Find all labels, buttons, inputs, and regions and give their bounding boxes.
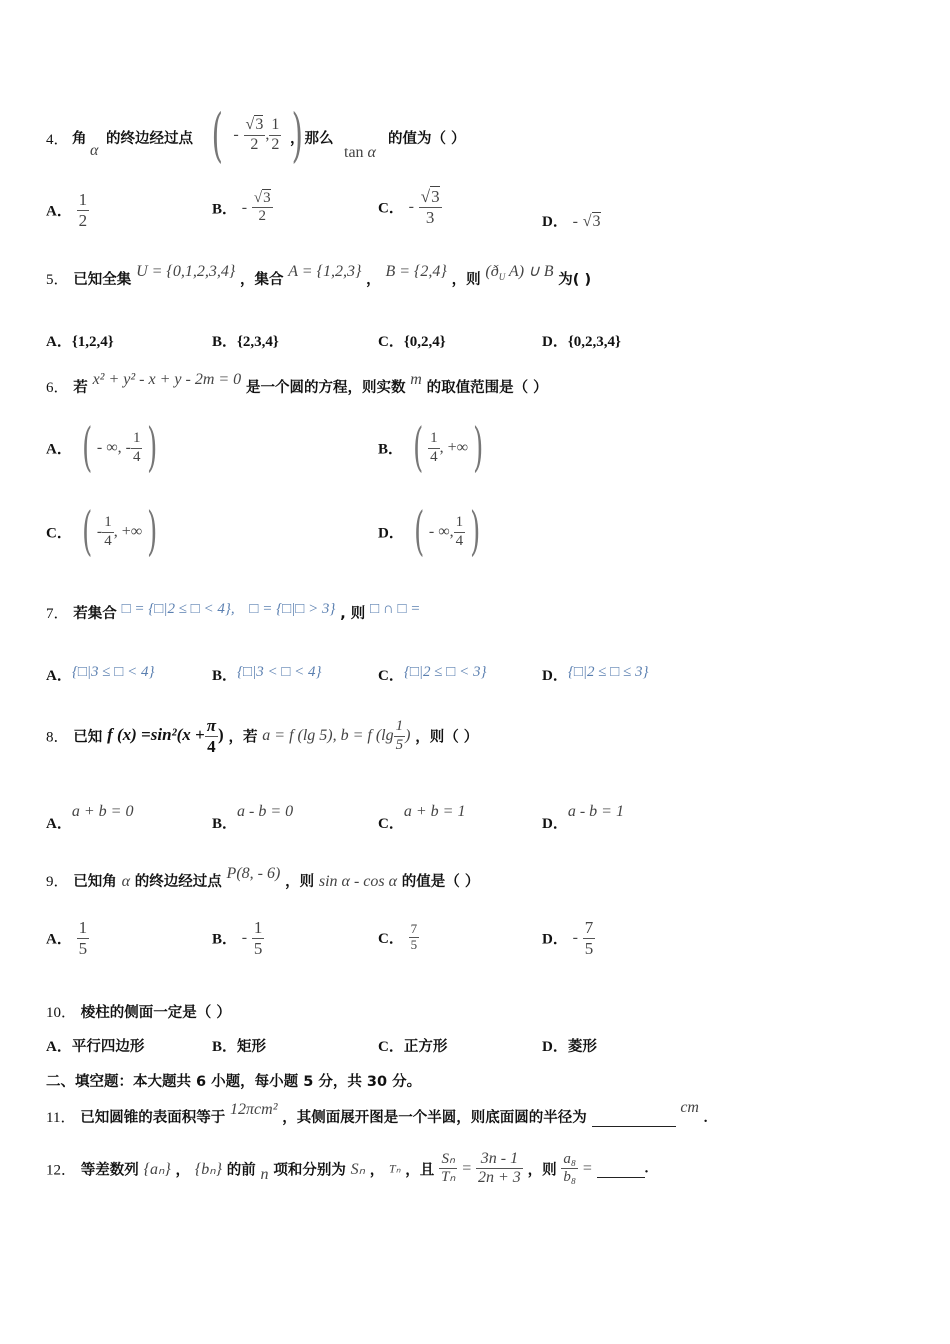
q10-option-d[interactable]: D．菱形 — [542, 1039, 597, 1055]
q4-tan: tan α — [344, 144, 376, 161]
q7-option-c[interactable]: C．{□|2 ≤ □ < 3} — [378, 664, 487, 684]
q9-point: P(8, - 6) — [226, 865, 281, 882]
q5-universal-set: U = {0,1,2,3,4} — [136, 263, 236, 280]
q12-seq-b: {bₙ} — [194, 1160, 222, 1178]
q6-equation: x² + y² - x + y - 2m = 0 — [92, 371, 242, 388]
q9-option-d[interactable]: D． - $\frac{7}{5}$ — [542, 918, 594, 958]
q5-stem: 5． 已知全集 U = {0,1,2,3,4} ，集合 A = {1,2,3} ， B = {2,4} ，则 ($ð_U$ A) ∪ B 为( ) — [46, 263, 592, 288]
q7-stem: 7． 若集合 □ = {□|2 ≤ □ < 4}, □ = {□|□ > 3} , 则 □ ∩ □ = — [46, 601, 421, 622]
q9-option-b[interactable]: B． - $\frac{1}{5}$ — [212, 918, 263, 958]
q7-option-b[interactable]: B．{□|3 < □ < 4} — [212, 664, 322, 684]
q9-alpha: α — [121, 873, 130, 890]
q8-function: f (x) =sin²(x + $\frac{\pi}{4}$ ) — [107, 716, 224, 756]
q4-option-b[interactable]: B． - $\frac{√3}{2}$ — [212, 190, 271, 225]
q8-stem: 8． 已知 f (x) =sin²(x + $\frac{\pi}{4}$ ) ，若 a = f (lg 5), b = f (lg $\frac{1}{5}$ ) ，则（ ） — [46, 716, 479, 756]
q4-text-2: 的终边经过点 — [106, 131, 193, 147]
q4-text-3: ，那么 — [290, 131, 334, 147]
q11-unit: cm — [680, 1099, 699, 1116]
q6-option-d[interactable]: D． ( - ∞, $\frac{1}{4}$ ) — [378, 502, 481, 562]
q4-text-1: 角 — [72, 131, 87, 147]
q5-expression: ($ð_U$ A) ∪ B — [485, 263, 554, 283]
q11-answer-blank[interactable] — [592, 1108, 676, 1127]
q12-ratio-st: $\frac{\text{Sₙ}}{\text{Tₙ}}$ — [441, 1151, 456, 1186]
q8-option-c[interactable]: C．a + b = 1 — [378, 803, 466, 832]
q12-answer-blank[interactable] — [597, 1159, 645, 1178]
q7-option-d[interactable]: D．{□|2 ≤ □ ≤ 3} — [542, 664, 649, 684]
q7-expression: □ ∩ □ = — [370, 601, 421, 617]
q6-stem: 6． 若 x² + y² - x + y - 2m = 0 是一个圆的方程，则实数 m 的取值范围是（ ） — [46, 371, 548, 396]
q9-option-c[interactable]: C． $\frac{7}{5}$ — [378, 921, 418, 952]
section-2-heading: 二、填空题：本大题共 6 小题，每小题 5 分，共 30 分。 — [46, 1074, 422, 1090]
q10-option-a[interactable]: A．平行四边形 — [46, 1039, 145, 1055]
q6-option-b[interactable]: B． ( $\frac{1}{4}$ , +∞) — [378, 418, 484, 478]
q4-number: 4． — [46, 132, 69, 148]
q5-set-a: A = {1,2,3} — [288, 263, 362, 280]
q4-option-c[interactable]: C． - $\frac{√3}{3}$ — [378, 187, 440, 227]
q9-expression: sin α - cos α — [318, 873, 397, 890]
q4-point: ( - $\frac{√3}{2}$ , $\frac{1}{2}$ ) — [211, 101, 304, 169]
q7-option-a[interactable]: A．{□|3 ≤ □ < 4} — [46, 664, 155, 684]
q8-option-a[interactable]: A．a + b = 0 — [46, 803, 134, 832]
q6-option-c[interactable]: C． ( - $\frac{1}{4}$ , +∞) — [46, 502, 158, 562]
q11-stem: 11． 已知圆锥的表面积等于 12πcm² ，其侧面展开图是一个半圆，则底面圆的半径为 cm . — [46, 1099, 708, 1126]
q4-option-a[interactable]: A． $\frac{1}{2}$ — [46, 190, 88, 230]
q8-values: a = f (lg 5), b = f (lg $\frac{1}{5}$ ) — [262, 718, 411, 753]
q6-option-a[interactable]: A． ( - ∞, - $\frac{1}{4}$ ) — [46, 418, 158, 478]
q9-stem: 9． 已知角 α 的终边经过点 P(8, - 6) ，则 sin α - cos α 的值是（ ） — [46, 865, 480, 890]
q10-option-c[interactable]: C．正方形 — [378, 1039, 448, 1055]
q5-option-d[interactable]: D．{0,2,3,4} — [542, 334, 621, 350]
q8-option-b[interactable]: B．a - b = 0 — [212, 803, 294, 832]
q12-seq-a: {aₙ} — [143, 1160, 171, 1178]
q11-area: 12πcm² — [230, 1101, 278, 1118]
q6-variable-m: m — [410, 371, 422, 388]
q5-option-a[interactable]: A．{1,2,4} — [46, 334, 114, 350]
q5-set-b: B = {2,4} — [385, 263, 447, 280]
q4-option-d[interactable]: D． - √3 — [542, 213, 601, 230]
q5-option-b[interactable]: B．{2,3,4} — [212, 334, 279, 350]
q5-option-c[interactable]: C．{0,2,4} — [378, 334, 446, 350]
q8-option-d[interactable]: D．a - b = 1 — [542, 803, 624, 832]
q9-option-a[interactable]: A． $\frac{1}{5}$ — [46, 918, 88, 958]
q12-ratio-ab: $\frac{\text{a₈}}{\text{b₈}}$ — [563, 1151, 577, 1186]
q4-alpha: α — [90, 142, 99, 159]
q10-stem: 10． 棱柱的侧面一定是（ ） — [46, 1005, 231, 1021]
q12-stem: 12． 等差数列 {aₙ} ， {bₙ} 的前 n 项和分别为 Sₙ ， Tₙ ，且 $\frac{\text{Sₙ}}{\text{Tₙ}}$ = $\frac{3n - 1}{2n + 3}$ ，则 $\frac{\text{a₈}}{\text{b₈}}$ = . — [46, 1150, 649, 1187]
q4-text-4: 的值为（ ） — [388, 131, 466, 147]
q10-option-b[interactable]: B．矩形 — [212, 1039, 267, 1055]
q7-set-2: □ = {□|□ > 3} — [249, 601, 336, 617]
q7-set-1: □ = {□|2 ≤ □ < 4}, — [121, 601, 235, 617]
q12-ratio-expr: $\frac{3n - 1}{2n + 3}$ — [478, 1150, 521, 1187]
